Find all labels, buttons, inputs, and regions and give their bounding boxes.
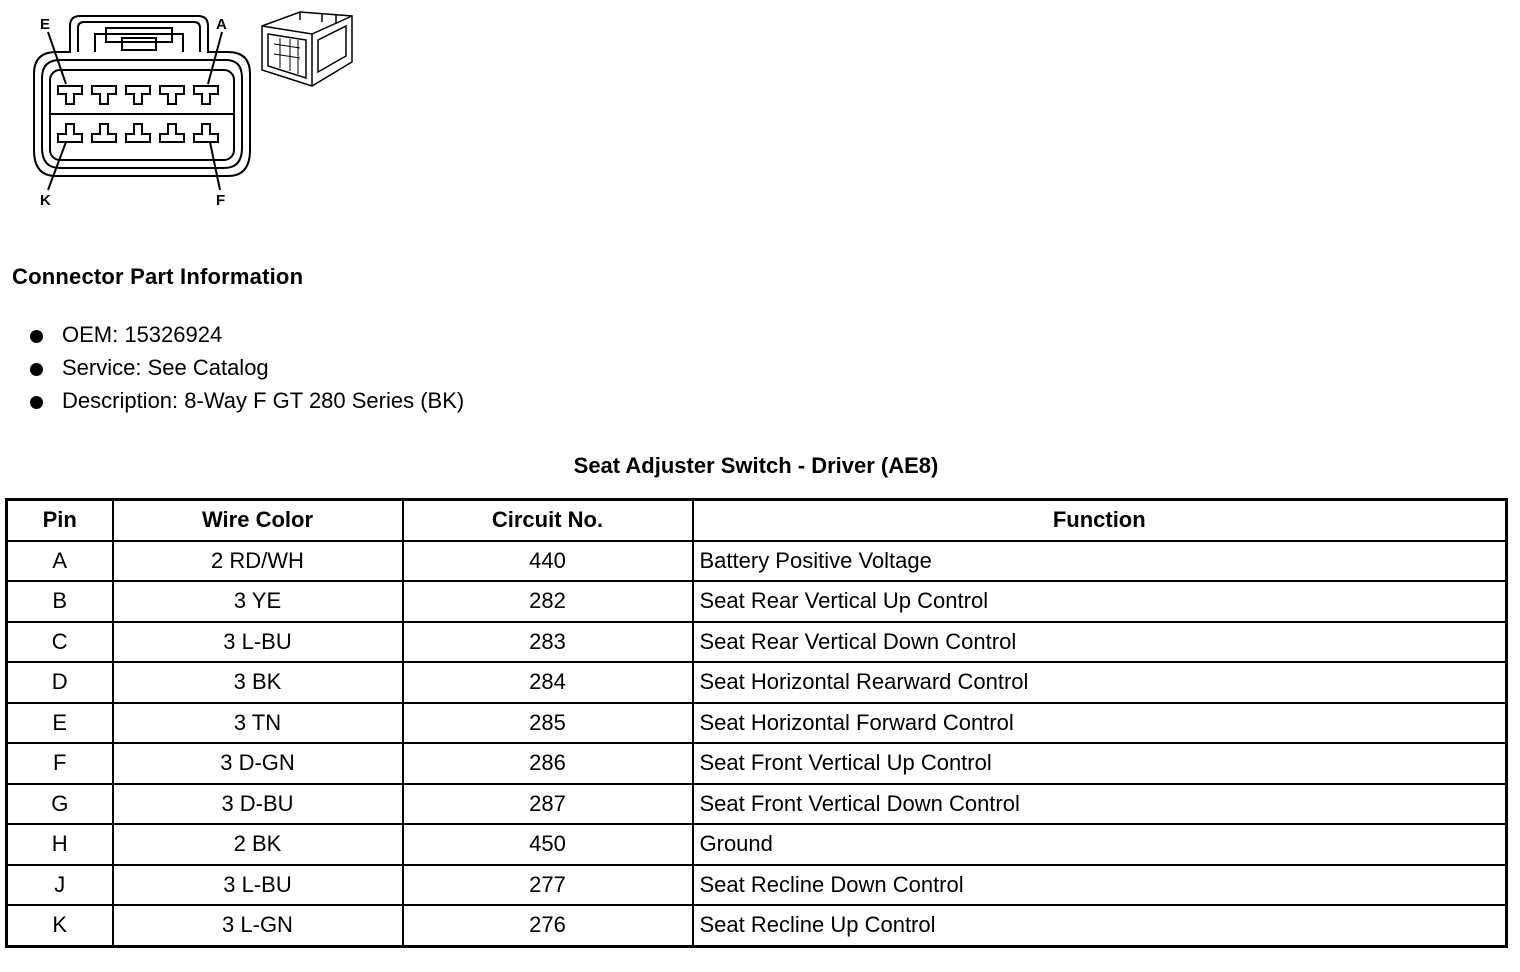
cell-wire-color: 2 RD/WH — [113, 541, 403, 582]
cell-function: Seat Rear Vertical Down Control — [693, 622, 1507, 663]
cell-circuit-no: 283 — [403, 622, 693, 663]
bullet-icon — [30, 363, 43, 376]
connector-isometric-view — [262, 12, 352, 86]
cell-function: Seat Front Vertical Down Control — [693, 784, 1507, 825]
terminal-top-4 — [160, 86, 184, 104]
cell-function: Seat Horizontal Rearward Control — [693, 662, 1507, 703]
bullet-icon — [30, 330, 43, 343]
cell-circuit-no: 282 — [403, 581, 693, 622]
terminal-top-3 — [126, 86, 150, 104]
cell-pin: K — [7, 905, 113, 946]
cell-function: Seat Recline Up Control — [693, 905, 1507, 946]
cell-wire-color: 3 L-BU — [113, 622, 403, 663]
table-row — [7, 703, 1507, 744]
terminal-bottom-4 — [160, 124, 184, 142]
cell-pin: C — [7, 622, 113, 663]
table-row — [7, 541, 1507, 582]
cell-circuit-no: 286 — [403, 743, 693, 784]
terminal-bottom-5 — [194, 124, 218, 142]
cell-wire-color: 3 TN — [113, 703, 403, 744]
table-row — [7, 784, 1507, 825]
table-row — [7, 905, 1507, 946]
cell-pin: G — [7, 784, 113, 825]
cell-function: Seat Rear Vertical Up Control — [693, 581, 1507, 622]
table-header-row — [7, 500, 1507, 541]
connector-info-list — [28, 318, 464, 417]
cell-wire-color: 3 D-GN — [113, 743, 403, 784]
cell-circuit-no: 285 — [403, 703, 693, 744]
cell-circuit-no: 287 — [403, 784, 693, 825]
pin-label-a: A — [216, 16, 227, 33]
terminal-top-1 — [58, 86, 82, 104]
table-title: Seat Adjuster Switch - Driver (AE8) — [573, 453, 939, 478]
pin-label-e: E — [40, 16, 51, 33]
header-function: Function — [693, 500, 1507, 541]
terminal-top-5 — [194, 86, 218, 104]
cell-wire-color: 3 BK — [113, 662, 403, 703]
table-row — [7, 865, 1507, 906]
info-oem-text: OEM: 15326924 — [62, 322, 223, 347]
info-description-text: Description: 8-Way F GT 280 Series (BK) — [62, 388, 465, 413]
cell-wire-color: 3 L-BU — [113, 865, 403, 906]
info-oem — [28, 318, 464, 351]
pin-label-k: K — [40, 192, 51, 209]
header-circuit-no: Circuit No. — [403, 500, 693, 541]
cell-function: Ground — [693, 824, 1507, 865]
cell-circuit-no: 277 — [403, 865, 693, 906]
terminal-top-2 — [92, 86, 116, 104]
cell-pin: J — [7, 865, 113, 906]
cell-circuit-no: 450 — [403, 824, 693, 865]
cell-function: Battery Positive Voltage — [693, 541, 1507, 582]
cell-function: Seat Recline Down Control — [693, 865, 1507, 906]
cell-wire-color: 2 BK — [113, 824, 403, 865]
cell-wire-color: 3 YE — [113, 581, 403, 622]
info-description — [28, 384, 464, 417]
bullet-icon — [30, 396, 43, 409]
cell-circuit-no: 440 — [403, 541, 693, 582]
connector-info-title: Connector Part Information — [12, 264, 304, 289]
table-row — [7, 824, 1507, 865]
terminal-bottom-2 — [92, 124, 116, 142]
cell-pin: E — [7, 703, 113, 744]
cell-function: Seat Front Vertical Up Control — [693, 743, 1507, 784]
terminal-bottom-3 — [126, 124, 150, 142]
cell-function: Seat Horizontal Forward Control — [693, 703, 1507, 744]
cell-pin: B — [7, 581, 113, 622]
cell-circuit-no: 276 — [403, 905, 693, 946]
cell-pin: F — [7, 743, 113, 784]
header-pin: Pin — [7, 500, 113, 541]
table-row — [7, 662, 1507, 703]
table-row — [7, 581, 1507, 622]
pinout-table — [5, 498, 1508, 948]
cell-wire-color: 3 L-GN — [113, 905, 403, 946]
cell-wire-color: 3 D-BU — [113, 784, 403, 825]
header-wire-color: Wire Color — [113, 500, 403, 541]
pin-label-f: F — [216, 192, 226, 209]
info-service — [28, 351, 464, 384]
cell-pin: A — [7, 541, 113, 582]
cell-pin: D — [7, 662, 113, 703]
cell-pin: H — [7, 824, 113, 865]
terminal-bottom-1 — [58, 124, 82, 142]
info-service-text: Service: See Catalog — [62, 355, 269, 380]
connector-diagram — [0, 0, 380, 215]
cell-circuit-no: 284 — [403, 662, 693, 703]
table-row — [7, 622, 1507, 663]
table-row — [7, 743, 1507, 784]
